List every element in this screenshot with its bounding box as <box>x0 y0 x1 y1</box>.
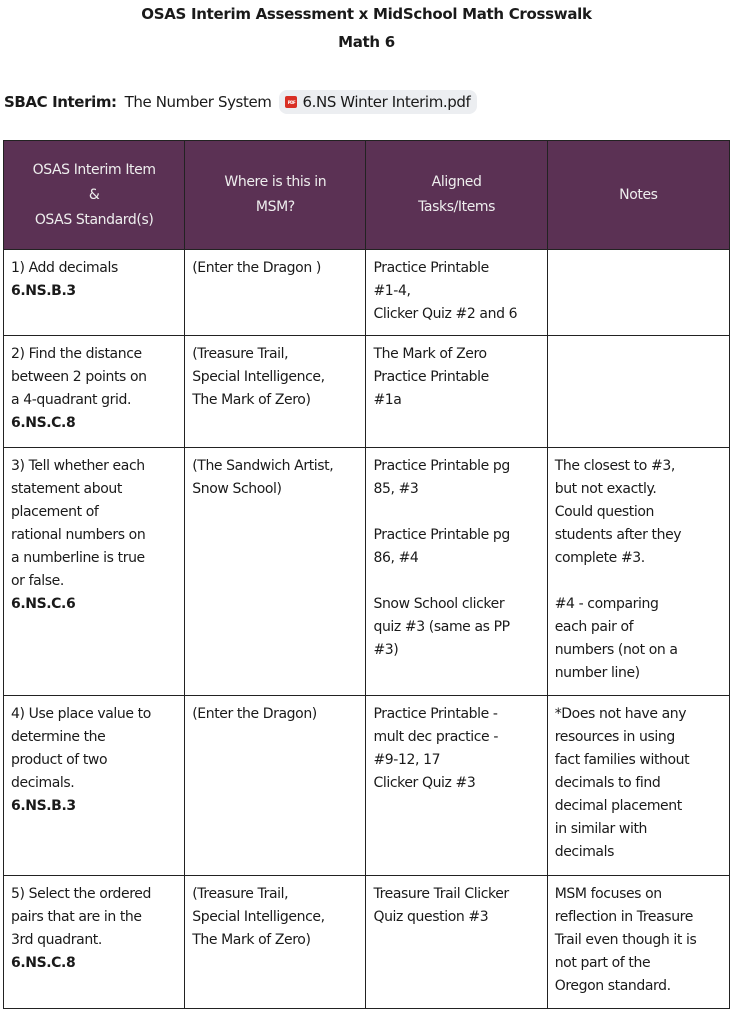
sbac-label: SBAC Interim: <box>4 93 117 111</box>
item-cell <box>4 250 185 336</box>
msm-cell: (Enter the Dragon ) <box>185 250 366 336</box>
notes-cell: The closest to #3, but not exactly. Could question students after they complete #3. #4 - comparing each pair of numbers (not on a number line) <box>547 448 729 696</box>
sbac-topic: The Number System <box>124 93 272 111</box>
pdf-file-chip[interactable] <box>279 90 477 114</box>
standard-code: 6.NS.C.8 <box>11 955 76 971</box>
table-row <box>4 876 730 1009</box>
msm-cell: (Enter the Dragon) <box>185 696 366 876</box>
msm-cell: (The Sandwich Artist, Snow School) <box>185 448 366 696</box>
item-cell <box>4 876 185 1009</box>
sbac-line <box>4 90 477 114</box>
document-title: OSAS Interim Assessment x MidSchool Math Crosswalk <box>141 5 592 23</box>
item-cell <box>4 448 185 696</box>
msm-cell: (Treasure Trail, Special Intelligence, The Mark of Zero) <box>185 876 366 1009</box>
pdf-file-name: 6.NS Winter Interim.pdf <box>302 93 471 111</box>
tasks-cell: Practice Printable - mult dec practice - #9-12, 17 Clicker Quiz #3 <box>366 696 547 876</box>
standard-code: 6.NS.C.6 <box>11 596 76 612</box>
item-text: 5) Select the ordered pairs that are in the 3rd quadrant. <box>11 886 152 948</box>
column-header-msm: Where is this in MSM? <box>185 141 366 250</box>
tasks-cell: Practice Printable pg 85, #3 Practice Printable pg 86, #4 Snow School clicker quiz #3 (same as PP #3) <box>366 448 547 696</box>
tasks-cell: The Mark of Zero Practice Printable #1a <box>366 336 547 448</box>
document-subtitle: Math 6 <box>338 33 395 51</box>
notes-cell: *Does not have any resources in using fact families without decimals to find decimal placement in similar with decimals <box>547 696 729 876</box>
item-cell <box>4 696 185 876</box>
column-header-notes: Notes <box>547 141 729 250</box>
pdf-icon: PDF <box>285 96 297 108</box>
table-header-row <box>4 141 730 250</box>
table-row <box>4 250 730 336</box>
table-row <box>4 448 730 696</box>
item-text: 4) Use place value to determine the product of two decimals. <box>11 706 151 791</box>
table-row <box>4 696 730 876</box>
tasks-cell: Practice Printable #1-4, Clicker Quiz #2 and 6 <box>366 250 547 336</box>
item-text: 2) Find the distance between 2 points on a 4-quadrant grid. <box>11 346 147 408</box>
item-text: 3) Tell whether each statement about placement of rational numbers on a numberline is true or false. <box>11 458 146 589</box>
item-text: 1) Add decimals <box>11 260 118 276</box>
column-header-item: OSAS Interim Item & OSAS Standard(s) <box>4 141 185 250</box>
item-cell <box>4 336 185 448</box>
notes-cell: MSM focuses on reflection in Treasure Trail even though it is not part of the Oregon standard. <box>547 876 729 1009</box>
tasks-cell: Treasure Trail Clicker Quiz question #3 <box>366 876 547 1009</box>
standard-code: 6.NS.B.3 <box>11 283 76 299</box>
msm-cell: (Treasure Trail, Special Intelligence, The Mark of Zero) <box>185 336 366 448</box>
standard-code: 6.NS.B.3 <box>11 798 76 814</box>
crosswalk-table <box>3 140 730 1009</box>
notes-cell <box>547 250 729 336</box>
notes-cell <box>547 336 729 448</box>
column-header-tasks: Aligned Tasks/Items <box>366 141 547 250</box>
table-row <box>4 336 730 448</box>
standard-code: 6.NS.C.8 <box>11 415 76 431</box>
